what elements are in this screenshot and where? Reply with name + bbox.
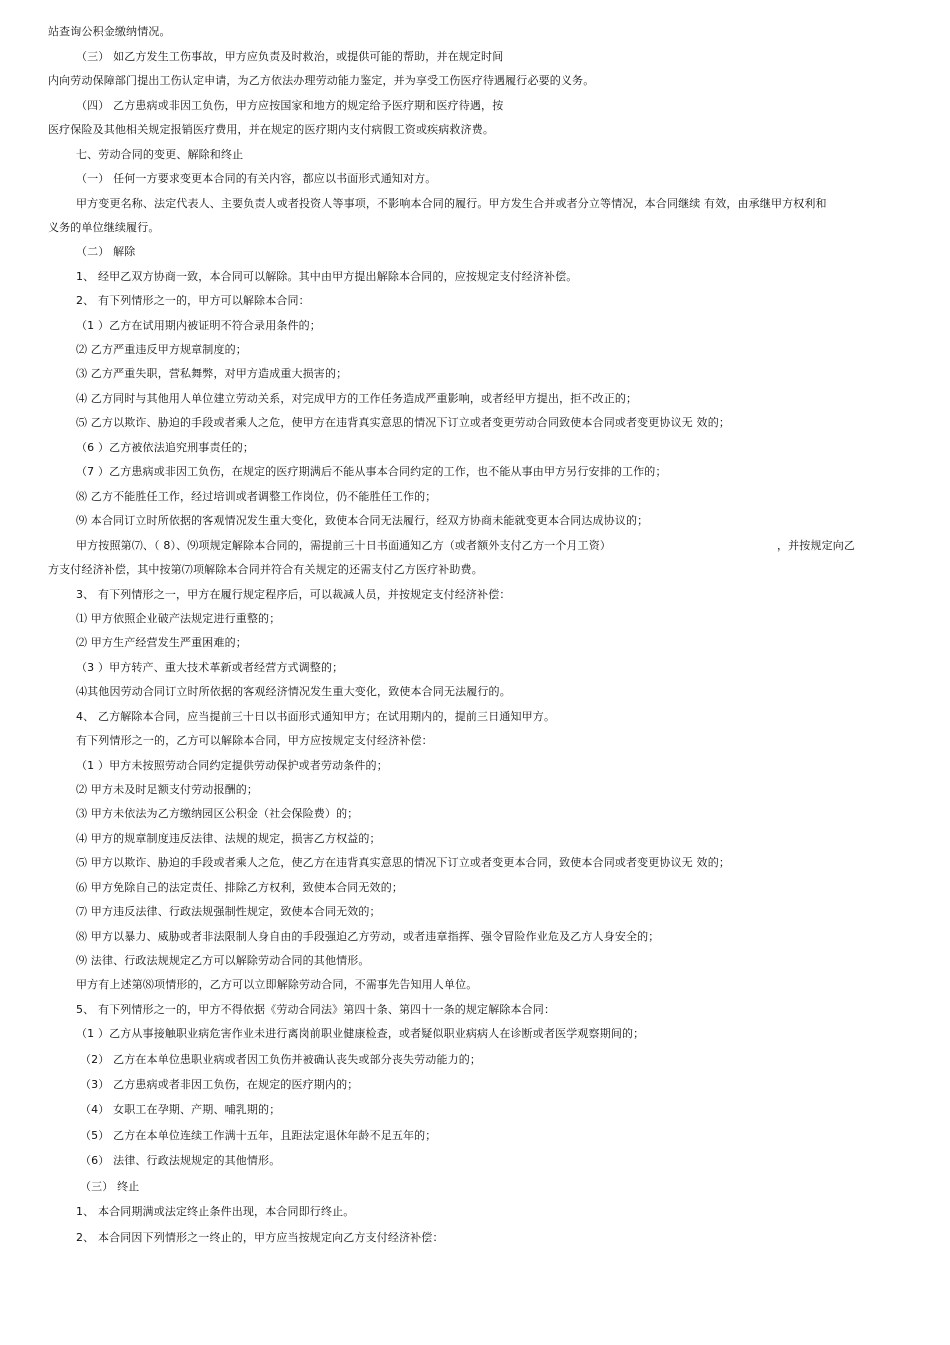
text-line: 内向劳动保障部门提出工伤认定申请，为乙方依法办理劳动能力鉴定，并为享受工伤医疗待遇履行必要的义务。 (48, 74, 595, 87)
list-item: （2） 乙方在本单位患职业病或者因工负伤并被确认丧失或部分丧失劳动能力的； (80, 1053, 482, 1066)
list-item: ⑻ 甲方以暴力、威胁或者非法限制人身自由的手段强迫乙方劳动，或者违章指挥、强令冒险作业危及乙方人身安全的； (76, 930, 660, 943)
subsection-heading: （二） 解除 (76, 245, 136, 258)
list-item: ⑻ 乙方不能胜任工作，经过培训或者调整工作岗位，仍不能胜任工作的； (76, 490, 437, 503)
list-item: ⑵ 甲方未及时足额支付劳动报酬的； (76, 783, 259, 796)
list-item: （3） 乙方患病或者非因工负伤，在规定的医疗期内的； (80, 1078, 359, 1091)
text-line: 3、 有下列情形之一，甲方在履行规定程序后，可以裁减人员，并按规定支付经济补偿： (76, 588, 511, 601)
subsection-heading: （三） 终止 (80, 1180, 140, 1193)
list-item: （1 ）乙方在试用期内被证明不符合录用条件的； (76, 319, 321, 332)
list-item: ⑶ 甲方未依法为乙方缴纳园区公积金（社会保险费）的； (76, 807, 359, 820)
text-line: 医疗保险及其他相关规定报销医疗费用，并在规定的医疗期内支付病假工资或疾病救济费。 (48, 123, 494, 136)
section-heading: 七、劳动合同的变更、解除和终止 (76, 148, 244, 161)
list-item: ⑵ 乙方严重违反甲方规章制度的； (76, 343, 247, 356)
list-item: ⑺ 甲方违反法律、行政法规强制性规定，致使本合同无效的； (76, 905, 381, 918)
list-item: 1、 本合同期满或法定终止条件出现，本合同即行终止。 (76, 1205, 355, 1218)
list-item: ⑵ 甲方生产经营发生严重困难的； (76, 636, 247, 649)
text-line: 甲方按照第⑺、（ 8）、⑼项规定解除本合同的，需提前三十日书面通知乙方（或者额外支付乙方一个月工资） (76, 539, 611, 552)
text-line: （四） 乙方患病或非因工负伤，甲方应按国家和地方的规定给予医疗期和医疗待遇，按 (76, 99, 504, 112)
text-line: 义务的单位继续履行。 (48, 221, 160, 234)
text-line: （三） 如乙方发生工伤事故，甲方应负责及时救治，或提供可能的帮助，并在规定时间 (76, 50, 504, 63)
text-line: 甲方变更名称、法定代表人、主要负责人或者投资人等事项，不影响本合同的履行。甲方发生合并或者分立等情况，本合同继续 有效，由承继甲方权利和 (76, 197, 827, 210)
text-line: 4、 乙方解除本合同，应当提前三十日以书面形式通知甲方；在试用期内的，提前三日通知甲方。 (76, 710, 556, 723)
text-line: 甲方有上述第⑻项情形的，乙方可以立即解除劳动合同，不需事先告知用人单位。 (76, 978, 478, 991)
text-line: 有下列情形之一的，乙方可以解除本合同，甲方应按规定支付经济补偿： (76, 734, 433, 747)
list-item: （1 ）乙方从事接触职业病危害作业未进行离岗前职业健康检查，或者疑似职业病病人在诊断或者医学观察期间的； (76, 1027, 645, 1040)
text-line: （一） 任何一方要求变更本合同的有关内容，都应以书面形式通知对方。 (76, 172, 437, 185)
list-item: （6 ）乙方被依法追究刑事责任的； (76, 441, 255, 454)
list-item: ⑷ 乙方同时与其他用人单位建立劳动关系，对完成甲方的工作任务造成严重影响，或者经甲方提出，拒不改正的； (76, 392, 638, 405)
list-item: 2、 本合同因下列情形之一终止的，甲方应当按规定向乙方支付经济补偿： (76, 1231, 444, 1244)
text-line: 方支付经济补偿，其中按第⑺项解除本合同并符合有关规定的还需支付乙方医疗补助费。 (48, 563, 483, 576)
list-item: ⑼ 法律、行政法规规定乙方可以解除劳动合同的其他情形。 (76, 954, 370, 967)
list-item: （1 ）甲方未按照劳动合同约定提供劳动保护或者劳动条件的； (76, 759, 388, 772)
list-item: （4） 女职工在孕期、产期、哺乳期的； (80, 1103, 281, 1116)
list-item: ⑶ 乙方严重失职，营私舞弊，对甲方造成重大损害的； (76, 367, 348, 380)
list-item: （6） 法律、行政法规规定的其他情形。 (80, 1154, 281, 1167)
list-item: ⑷其他因劳动合同订立时所依据的客观经济情况发生重大变化，致使本合同无法履行的。 (76, 685, 511, 698)
list-item: ⑼ 本合同订立时所依据的客观情况发生重大变化，致使本合同无法履行，经双方协商未能就变更本合同达成协议的； (76, 514, 649, 527)
list-item: （7 ）乙方患病或非因工负伤，在规定的医疗期满后不能从事本合同约定的工作，也不能从事由甲方另行安排的工作的； (76, 465, 667, 478)
text-line: 2、 有下列情形之一的，甲方可以解除本合同： (76, 294, 310, 307)
list-item: ⑷ 甲方的规章制度违反法律、法规的规定，损害乙方权益的； (76, 832, 381, 845)
text-line: 5、 有下列情形之一的，甲方不得依据《劳动合同法》第四十条、第四十一条的规定解除本合同： (76, 1003, 556, 1016)
text-line: 站查询公积金缴纳情况。 (48, 25, 171, 38)
text-line: 1、 经甲乙双方协商一致，本合同可以解除。其中由甲方提出解除本合同的，应按规定支付经济补偿。 (76, 270, 578, 283)
list-item: （5） 乙方在本单位连续工作满十五年，且距法定退休年龄不足五年的； (80, 1129, 437, 1142)
list-item: ⑸ 乙方以欺诈、胁迫的手段或者乘人之危，使甲方在违背真实意思的情况下订立或者变更劳动合同致使本合同或者变更协议无 效的； (76, 416, 730, 429)
list-item: ⑹ 甲方免除自己的法定责任、排除乙方权利，致使本合同无效的； (76, 881, 403, 894)
list-item: （3 ）甲方转产、重大技术革新或者经营方式调整的； (76, 661, 344, 674)
list-item: ⑸ 甲方以欺诈、胁迫的手段或者乘人之危，使乙方在违背真实意思的情况下订立或者变更本合同，致使本合同或者变更协议无 效的； (76, 856, 730, 869)
list-item: ⑴ 甲方依照企业破产法规定进行重整的； (76, 612, 281, 625)
text-line: ，并按规定向乙 (777, 539, 856, 552)
